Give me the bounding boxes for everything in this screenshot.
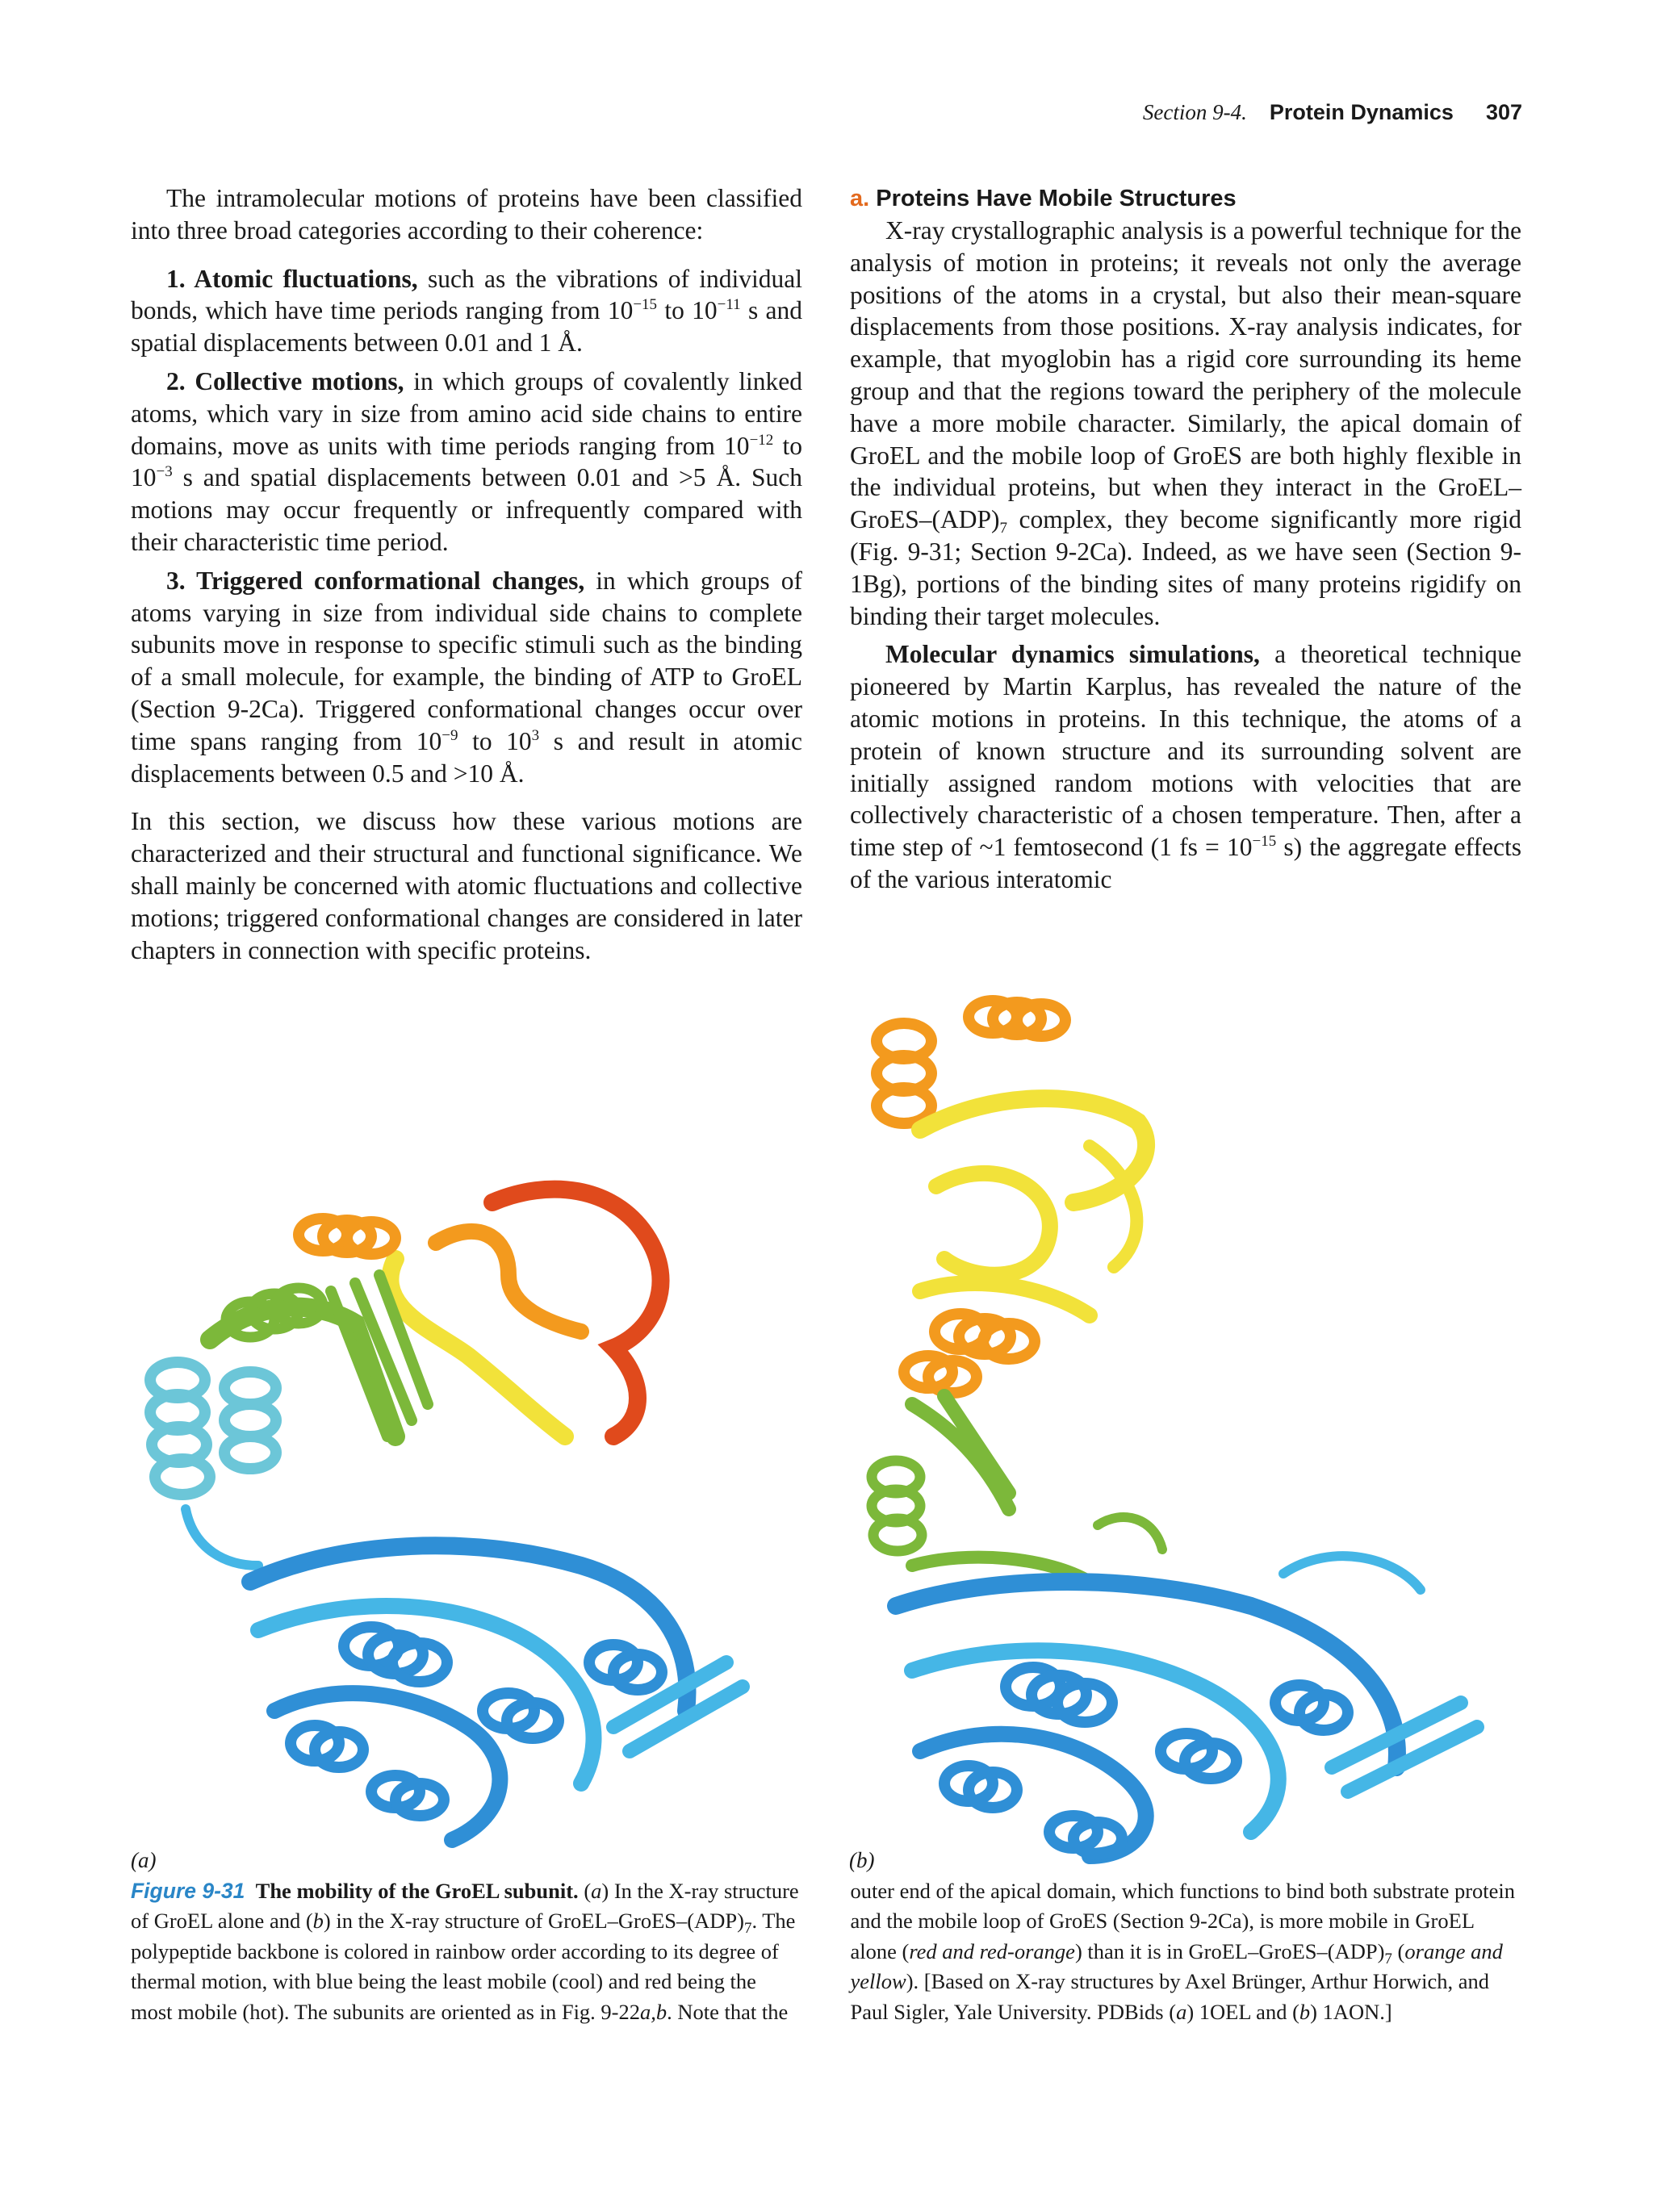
- right-column: [850, 182, 1521, 896]
- item-atomic-fluctuations: 1. Atomic fluctuations, such as the vibrations of individual bonds, which have time periods ranging from $10^{-15}$ to $10^{-11}$ s and spatial displacements between 0.01 and 1 Å.: [131, 264, 803, 358]
- running-header: [1143, 100, 1522, 125]
- panel-label-b: (b): [849, 1848, 875, 1872]
- figure-panel-b: [847, 993, 1525, 1872]
- page-number: 307: [1485, 100, 1522, 124]
- left-column: [131, 182, 802, 966]
- section-subheading: [850, 182, 1521, 215]
- subheading-title: Proteins Have Mobile Structures: [876, 186, 1237, 211]
- groel-structure-a-image: [129, 1146, 815, 1872]
- figure-panel-a: [129, 1146, 815, 1872]
- item-collective-motions: 2. Collective motions, in which groups of covalently linked atoms, which vary in size from amino acid side chains to entire domains, move as units with time periods ranging from $10^{-12}$ to $10^{-3}$ s and spatial displacements between 0.01 and >5 Å. Such motions may occur frequently or infrequently compared with their characteristic time period.: [131, 366, 803, 556]
- groel-structure-b-image: [847, 993, 1525, 1872]
- md-paragraph: Molecular dynamics simulations, a theoretical technique pioneered by Martin Karplus, has revealed the nature of the atomic motions in proteins. In this technique, the atoms of a protein of known structure and its surrounding solvent are initially assigned random motions with velocities that are collectively characteristic of a chosen temperature. Then, after a time step of ~1 femtosecond (1 fs = $10^{-15}$ s) the aggregate effects of the various interatomic: [850, 640, 1521, 893]
- caption-figure-number: Figure 9-31: [131, 1879, 245, 1903]
- figure-caption: Figure 9-31 The mobility of the GroEL subunit. (a) In the X-ray structure of GroEL alone and (b) in the X-ray structure of GroEL–$GroES-(ADP)_7$. The polypeptide backbone is colored in rainbow order according to its degree of thermal motion, with blue being the least mobile (cool) and red being the most mobile (hot). The subunits are oriented as in Fig. 9-22a,b. Note that the outer end of the apical domain, which functions to bind both substrate protein and the mobile loop of GroES (Section 9-2Ca), is more mobile in GroEL alone (red and red-orange) than it is in GroEL–$GroES-(ADP)_7$ (orange and yellow). [Based on X-ray structures by Axel Brünger, Arthur Horwich, and Paul Sigler, Yale University. PDBids (a) 1OEL and (b) 1AON.]: [131, 1879, 1516, 2024]
- subheading-label: a.: [850, 186, 870, 211]
- intro-paragraph: The intramolecular motions of proteins have been classified into three broad categories according to their coherence:: [131, 184, 802, 245]
- header-title: Protein Dynamics: [1269, 100, 1454, 124]
- xray-paragraph: X-ray crystallographic analysis is a powerful technique for the analysis of motion in proteins; it reveals not only the average positions of the atoms in a crystal, but also their mean-square displacements from those positions. X-ray analysis indicates, for example, that myoglobin has a rigid core surrounding its heme group and that the regions toward the periphery of the molecule have a more mobile character. Similarly, the apical domain of GroEL and the mobile loop of GroES are both highly flexible in the individual proteins, but when they interact in the GroEL–$GroES-(ADP)_7$ complex, they become significantly more rigid (Fig. 9-31; Section 9-2Ca). Indeed, as we have seen (Section 9-1Bg), portions of the binding sites of many proteins rigidify on binding their target molecules.: [850, 216, 1521, 630]
- closing-paragraph: In this section, we discuss how these various motions are characterized and their structural and functional significance. We shall mainly be concerned with atomic fluctuations and collective motions; triggered conformational changes are considered in later chapters in connection with specific proteins.: [131, 807, 802, 964]
- panel-label-a: (a): [131, 1848, 157, 1872]
- caption-title: The mobility of the GroEL subunit.: [255, 1879, 579, 1903]
- item-triggered-changes: 3. Triggered conformational changes, in which groups of atoms varying in size from individual side chains to complete subunits move in response to specific stimuli such as the binding of a small molecule, for example, the binding of ATP to GroEL (Section 9-2Ca). Triggered conformational changes occur over time spans ranging from $10^{-9}$ to $10^3$ s and result in atomic displacements between 0.5 and >10 Å.: [131, 566, 802, 788]
- header-section: Section 9-4.: [1142, 100, 1247, 124]
